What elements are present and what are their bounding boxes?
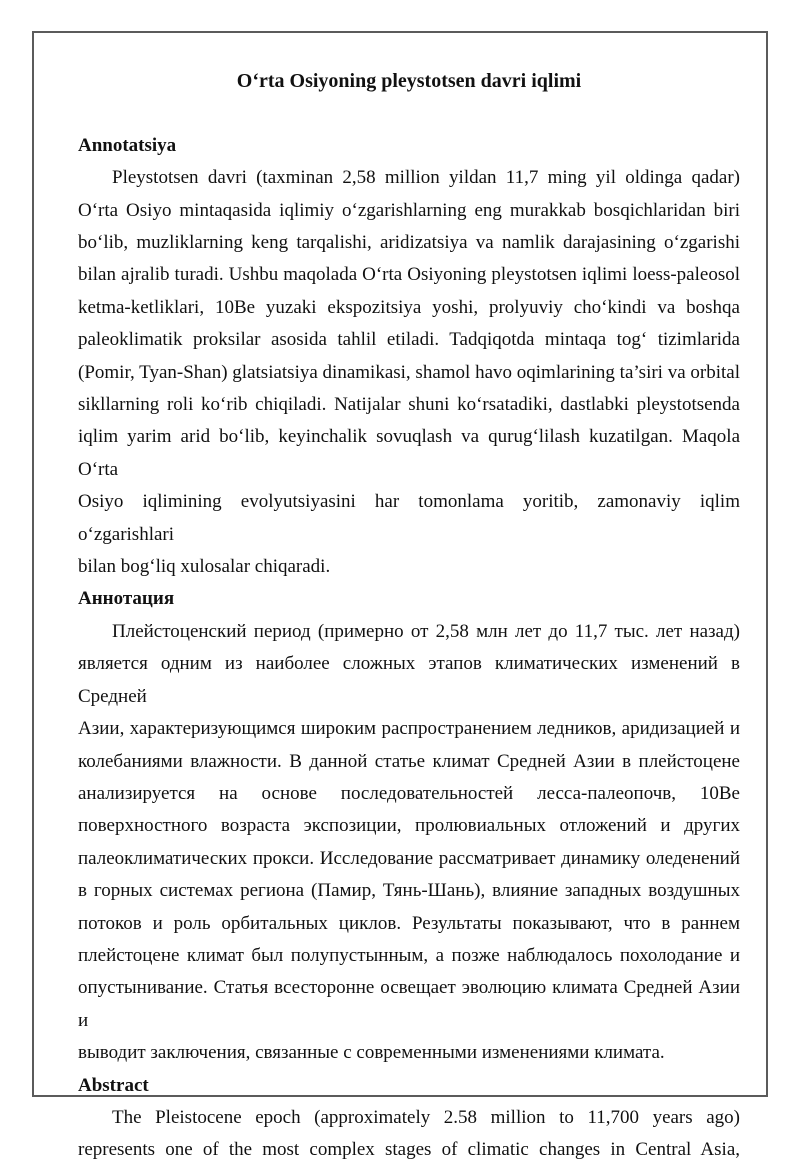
paragraph-line: Плейстоценский период (примерно от 2,58 млн лет до 11,7 тыс. лет назад) <box>112 620 740 642</box>
paragraph-line: O‘rta Osiyo mintaqasida iqlimiy o‘zgarishlarning eng murakkab bosqichlaridan biri <box>78 199 740 221</box>
page-border-frame <box>32 31 768 1161</box>
paragraph-line: плейстоцене климат был полупустынным, а позже наблюдалось похолодание и <box>78 944 740 966</box>
paragraph-line: bilan ajralib turadi. Ushbu maqolada O‘rta Osiyoning pleystotsen iqlimi loess-paleosol <box>78 264 740 286</box>
paragraph <box>78 1102 740 1167</box>
paragraph-line: ketma-ketliklari, 10Be yuzaki ekspozitsiya yoshi, prolyuviy cho‘kindi va boshqa <box>78 296 740 318</box>
paragraph-line: bilan bog‘liq xulosalar chiqaradi. <box>78 556 331 578</box>
paragraph-line: анализируется на основе последовательностей лесса-палеопочв, 10Be <box>78 782 740 804</box>
paragraph <box>78 616 740 1070</box>
document-body <box>34 33 766 1167</box>
paragraph-line: является одним из наиболее сложных этапов климатических изменений в Средней <box>78 653 740 707</box>
paragraph-line: в горных системах региона (Памир, Тянь-Шань), влияние западных воздушных <box>78 880 740 902</box>
page-title: O‘rta Osiyoning pleystotsen davri iqlimi <box>236 70 582 92</box>
paragraph-line: потоков и роль орбитальных циклов. Результаты показывают, что в раннем <box>78 912 740 934</box>
paragraph-line: колебаниями влажности. В данной статье климат Средней Азии в плейстоцене <box>78 750 740 772</box>
paragraph-line: The Pleistocene epoch (approximately 2.58 million to 11,700 years ago) <box>112 1106 740 1128</box>
paragraph-line: paleoklimatik proksilar asosida tahlil etiladi. Tadqiqotda mintaqa tog‘ tizimlarida <box>78 329 740 351</box>
document-sections <box>78 130 740 1167</box>
paragraph-line: выводит заключения, связанные с современными изменениями климата. <box>78 1042 665 1064</box>
paragraph-line: bo‘lib, muzliklarning keng tarqalishi, aridizatsiya va namlik darajasining o‘zgarishi <box>78 232 740 254</box>
section-heading: Аннотация <box>78 588 175 610</box>
section-heading: Abstract <box>78 1074 149 1096</box>
paragraph-line: (Pomir, Tyan-Shan) glatsiatsiya dinamikasi, shamol havo oqimlarining ta’siri va orbital <box>78 361 740 383</box>
paragraph-line: Osiyo iqlimining evolyutsiyasini har tomonlama yoritib, zamonaviy iqlim o‘zgarishlari <box>78 491 740 545</box>
paragraph-line: sikllarning roli ko‘rib chiqiladi. Natijalar shuni ko‘rsatadiki, dastlabki pleystotsenda <box>78 394 740 416</box>
section-heading: Annotatsiya <box>78 134 177 156</box>
paragraph-line: represents one of the most complex stages of climatic changes in Central Asia, <box>78 1139 740 1161</box>
paragraph-line: палеоклиматических прокси. Исследование рассматривает динамику оледенений <box>78 847 740 869</box>
paragraph-line: iqlim yarim arid bo‘lib, keyinchalik sovuqlash va qurug‘lilash kuzatilgan. Maqola O‘rta <box>78 426 740 480</box>
paragraph-line: Pleystotsen davri (taxminan 2,58 million yildan 11,7 ming yil oldinga qadar) <box>112 167 740 189</box>
paragraph <box>78 162 740 583</box>
paragraph-line: опустынивание. Статья всесторонне освещает эволюцию климата Средней Азии и <box>78 977 740 1031</box>
paragraph-line: поверхностного возраста экспозиции, пролювиальных отложений и других <box>78 815 740 837</box>
paragraph-line: Азии, характеризующимся широким распространением ледников, аридизацией и <box>78 718 740 740</box>
